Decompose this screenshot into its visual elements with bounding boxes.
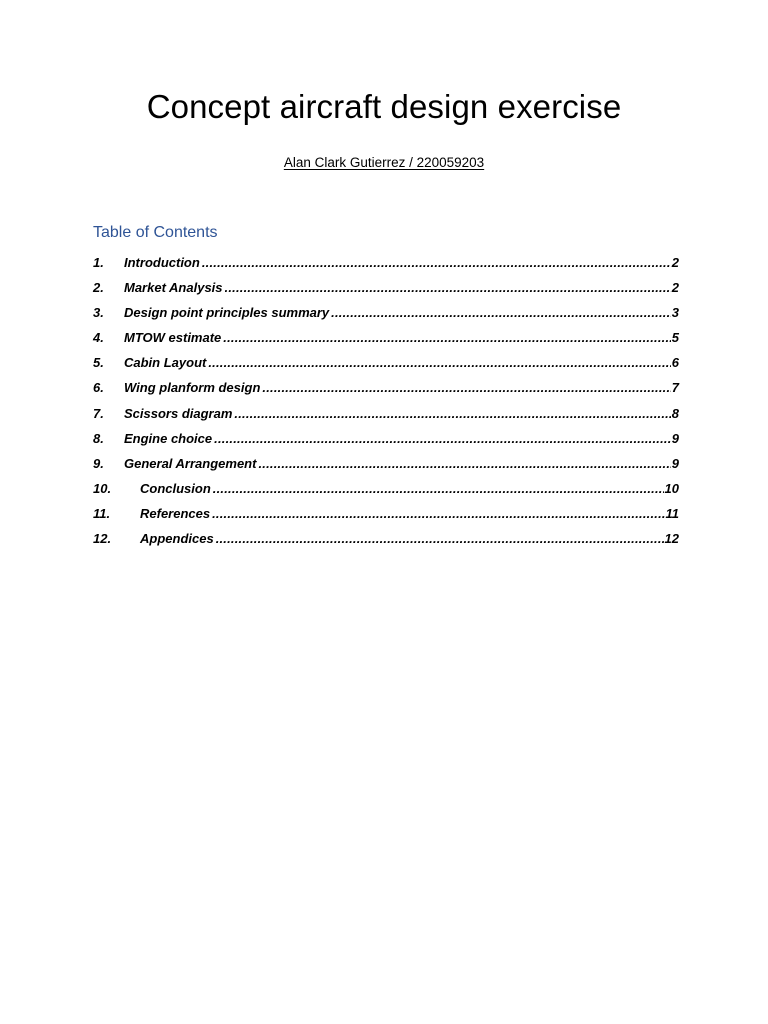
toc-entry-number: 2. xyxy=(93,280,104,296)
toc-dot-leader xyxy=(262,380,670,395)
toc-entry-number: 11. xyxy=(93,505,111,521)
toc-dot-leader xyxy=(208,355,670,370)
toc-entry-label: Cabin Layout xyxy=(124,355,207,371)
toc-entry-number: 3. xyxy=(93,305,104,321)
toc-entry[interactable] xyxy=(93,481,679,506)
toc-entry-number: 9. xyxy=(93,455,104,471)
toc-dot-leader xyxy=(214,431,671,446)
toc-dot-leader xyxy=(225,280,671,295)
toc-entry-number: 1. xyxy=(93,255,104,270)
toc-entry[interactable] xyxy=(93,305,679,330)
toc-entry-label: Market Analysis xyxy=(124,280,223,296)
toc-entry-page-number: 7 xyxy=(671,380,679,396)
toc-dot-leader xyxy=(213,481,664,496)
toc-entry[interactable] xyxy=(93,531,679,556)
toc-entry-label: Engine choice xyxy=(124,430,213,446)
toc-entry-number: 12. xyxy=(93,531,112,547)
author-line: Alan Clark Gutierrez / 220059203 xyxy=(283,155,485,170)
toc-entry-label: Introduction xyxy=(124,255,200,270)
toc-entry-label: Appendices xyxy=(140,531,214,547)
toc-entry-page-number: 9 xyxy=(671,455,679,471)
toc-entry-label: Conclusion xyxy=(140,480,211,496)
toc-dot-leader xyxy=(223,330,670,345)
toc-dot-leader xyxy=(234,406,670,421)
toc-heading: Table of Contents xyxy=(93,224,218,241)
toc-entry-page-number: 12 xyxy=(664,531,679,547)
document-title: Concept aircraft design exercise xyxy=(146,88,622,125)
toc-entry-number: 4. xyxy=(93,330,104,346)
toc-entry-page-number: 2 xyxy=(671,255,679,270)
toc-entry[interactable] xyxy=(93,380,679,405)
toc-dot-leader xyxy=(216,531,664,546)
toc-entry-number: 5. xyxy=(93,355,104,371)
toc-entry-number: 6. xyxy=(93,380,104,396)
toc-entry-number: 10. xyxy=(93,480,112,496)
toc-entry[interactable] xyxy=(93,506,679,531)
toc-dot-leader xyxy=(331,305,671,320)
toc-entry[interactable] xyxy=(93,330,679,355)
toc-entry-number: 7. xyxy=(93,405,104,421)
toc-entry-label: Wing planform design xyxy=(124,380,261,396)
toc-entry-label: References xyxy=(140,505,211,521)
toc-entry[interactable] xyxy=(93,355,679,380)
toc-entry[interactable] xyxy=(93,255,679,280)
toc-entry-page-number: 3 xyxy=(671,305,679,321)
toc-entry[interactable] xyxy=(93,406,679,431)
toc-entry-number: 8. xyxy=(93,430,104,446)
toc-dot-leader xyxy=(258,456,670,471)
toc-dot-leader xyxy=(202,255,671,270)
toc-entry-page-number: 11 xyxy=(665,505,679,521)
toc-entry[interactable] xyxy=(93,431,679,456)
toc-entry[interactable] xyxy=(93,280,679,305)
toc-entry-page-number: 8 xyxy=(671,405,679,421)
toc-entry[interactable] xyxy=(93,456,679,481)
toc-entry-page-number: 6 xyxy=(671,355,679,371)
toc-dot-leader xyxy=(212,506,664,521)
toc-entry-page-number: 9 xyxy=(671,430,679,446)
toc-entry-page-number: 2 xyxy=(671,280,679,296)
toc-entry-label: Design point principles summary xyxy=(124,305,330,321)
toc-entry-page-number: 5 xyxy=(671,330,679,346)
toc-entry-page-number: 10 xyxy=(664,480,679,496)
table-of-contents xyxy=(93,255,679,556)
toc-entry-label: General Arrangement xyxy=(124,455,257,471)
toc-entry-label: MTOW estimate xyxy=(124,330,222,346)
toc-entry-label: Scissors diagram xyxy=(124,405,233,421)
